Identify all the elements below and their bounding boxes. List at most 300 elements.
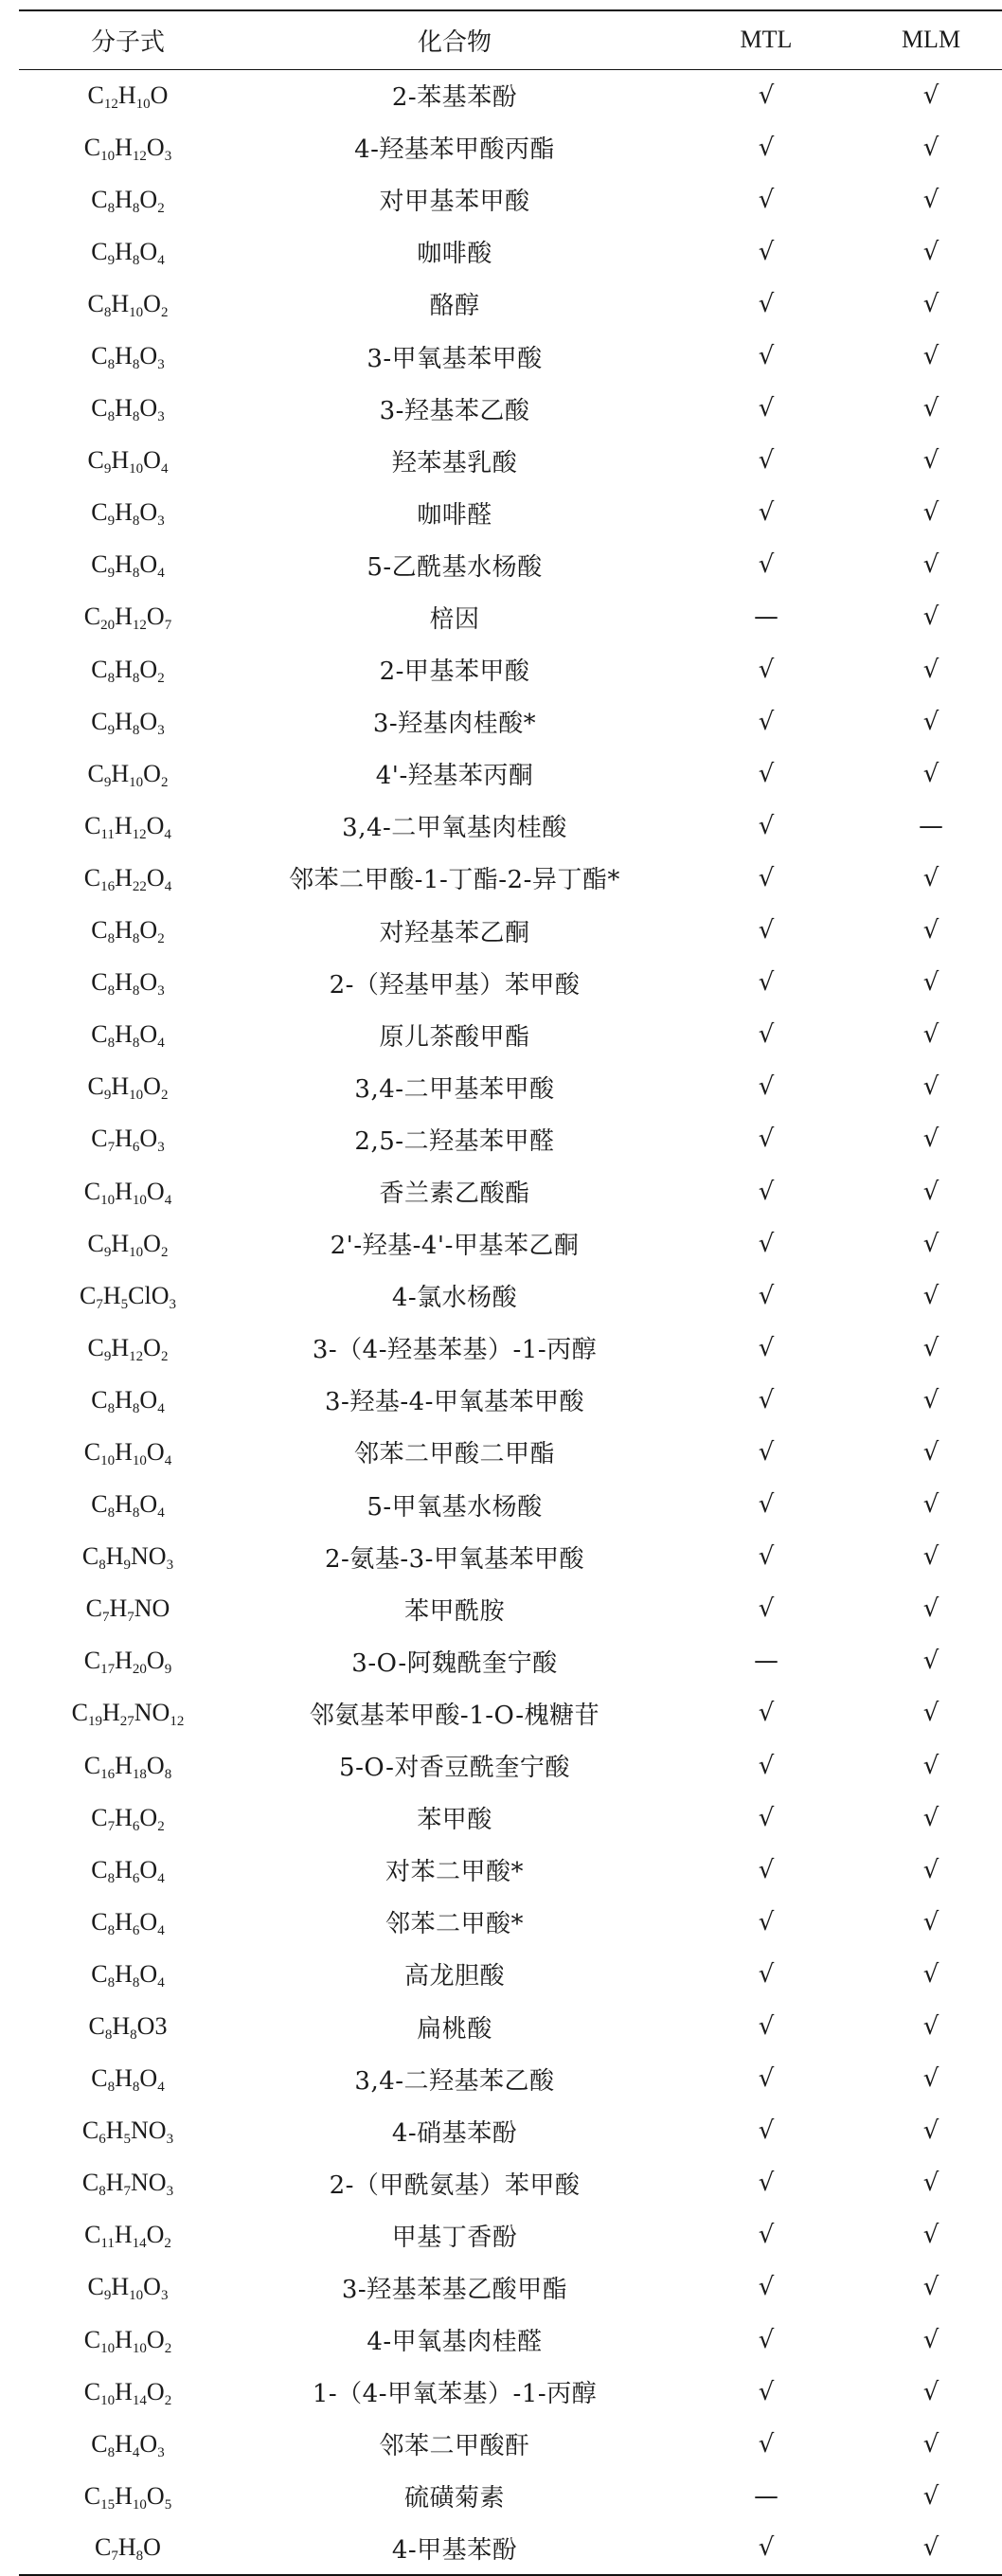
mlm-mark-cell: √ (922, 1333, 939, 1362)
formula-symbol: C (83, 2481, 101, 2510)
table-row (19, 1061, 1002, 1113)
formula-symbol: O (139, 394, 158, 423)
mlm-mark-cell: √ (922, 237, 939, 266)
formula-subscript: 9 (107, 513, 116, 530)
table-row (19, 643, 1002, 695)
formula-subscript: 4 (132, 2444, 140, 2460)
formula-symbol: H (115, 603, 133, 631)
formula-symbol: C (81, 2117, 99, 2145)
formula-subscript: 12 (170, 1714, 185, 1730)
formula-symbol: H (115, 1647, 133, 1675)
mtl-mark-cell: √ (758, 550, 775, 580)
mlm-mark-cell: √ (922, 2325, 939, 2354)
formula-symbol: H (111, 446, 130, 475)
mlm-mark-cell: √ (922, 498, 939, 528)
formula-symbol: H (102, 1281, 121, 1309)
formula-subscript: 20 (132, 1662, 147, 1678)
formula-subscript: 18 (132, 1766, 147, 1782)
compound-cell: 邻苯二甲酸-1-丁酯-2-异丁酯* (289, 866, 620, 895)
formula-subscript: 9 (107, 252, 116, 268)
formula-subscript: 4 (160, 461, 169, 477)
formula-symbol: H (115, 968, 133, 997)
mtl-mark-cell: √ (758, 2273, 775, 2302)
formula-symbol: NO (131, 2169, 167, 2197)
formula-subscript: 2 (164, 2392, 172, 2408)
formula-cell (19, 2157, 237, 2209)
formula-symbol: H (111, 289, 130, 317)
formula-subscript: 8 (132, 513, 140, 530)
mtl-mark-cell: √ (758, 2221, 775, 2250)
formula-cell (19, 1531, 237, 1583)
formula-symbol: C (91, 1385, 108, 1414)
formula-symbol: C (91, 498, 108, 527)
mlm-mark-cell: √ (922, 446, 939, 476)
mlm-mark-cell: √ (922, 2117, 939, 2146)
formula-subscript: 3 (157, 409, 165, 425)
mlm-mark-cell: √ (922, 1594, 939, 1624)
header-formula: 分子式 (19, 10, 237, 69)
formula-subscript: 8 (107, 1400, 116, 1416)
compound-cell: 4-甲氧基肉桂醛 (367, 2328, 543, 2357)
compound-cell: 4-硝基苯酚 (391, 2118, 518, 2148)
formula-subscript: 4 (157, 2080, 165, 2096)
formula-subscript: 8 (107, 2080, 116, 2096)
table-row (19, 695, 1002, 748)
formula-subscript: 20 (100, 618, 116, 634)
compound-cell: 3,4-二羟基苯乙酸 (354, 2066, 555, 2096)
formula-subscript: 8 (107, 670, 116, 686)
formula-symbol: C (91, 2429, 108, 2458)
compound-cell: 4'-羟基苯丙酮 (375, 762, 534, 791)
formula-cell (19, 2314, 237, 2366)
formula-subscript: 2 (160, 304, 169, 320)
formula-subscript: 7 (102, 1610, 110, 1626)
formula-subscript: 7 (107, 1818, 116, 1834)
compound-cell: 3-（4-羟基苯基）-1-丙醇 (312, 1336, 598, 1365)
formula-subscript: 2 (160, 774, 169, 790)
formula-subscript: 3 (164, 148, 172, 164)
mlm-mark-cell: √ (922, 1907, 939, 1937)
formula-symbol: C (71, 1699, 88, 1727)
compound-cell: 2-甲基苯甲酸 (379, 658, 530, 687)
mlm-mark-cell: √ (860, 2522, 1002, 2574)
formula-symbol: H (115, 916, 133, 945)
formula-symbol: O (143, 2533, 161, 2562)
formula-cell (19, 1009, 237, 1061)
mtl-mark-cell: — (754, 603, 778, 632)
formula-symbol: O (139, 2064, 158, 2093)
formula-subscript: 10 (100, 1192, 116, 1208)
formula-subscript: 3 (166, 1558, 174, 1574)
formula-symbol: H (115, 342, 133, 370)
formula-subscript: 3 (160, 2288, 169, 2304)
compound-cell: 3-O-阿魏酰奎宁酸 (351, 1648, 558, 1678)
formula-subscript: 8 (107, 1505, 116, 1522)
mlm-mark-cell: √ (922, 1229, 939, 1258)
table-body (19, 69, 1002, 2575)
mtl-mark-cell: √ (758, 968, 775, 998)
mtl-mark-cell: √ (758, 916, 775, 946)
formula-symbol: H (115, 1907, 133, 1936)
formula-symbol: O (139, 707, 158, 735)
mtl-mark-cell: √ (672, 2522, 860, 2574)
mlm-mark-cell: √ (922, 185, 939, 214)
formula-symbol: O (139, 1020, 158, 1049)
formula-subscript: 7 (96, 1296, 103, 1312)
compound-cell: 3-羟基苯基乙酸甲酯 (341, 2275, 568, 2304)
formula-subscript: 2 (160, 1348, 169, 1364)
formula-subscript: 10 (100, 2392, 116, 2408)
mtl-mark-cell: √ (758, 707, 775, 736)
mlm-mark-cell: √ (922, 1281, 939, 1310)
formula-cell (19, 852, 237, 904)
formula-cell (19, 643, 237, 695)
table-row (19, 2157, 1002, 2209)
table-row (19, 2366, 1002, 2418)
table-row (19, 2261, 1002, 2314)
formula-subscript: 4 (157, 1974, 165, 1991)
formula-subscript: 4 (164, 1192, 172, 1208)
formula-symbol: O (143, 1229, 161, 1257)
formula-subscript: 10 (100, 1452, 116, 1468)
formula-symbol: O (139, 1855, 158, 1883)
mlm-mark-cell: √ (922, 1490, 939, 1520)
formula-subscript: 9 (164, 1662, 172, 1678)
compound-cell: 扁桃酸 (417, 2014, 492, 2044)
mlm-mark-cell: √ (922, 2481, 939, 2511)
formula-subscript: 9 (103, 2288, 112, 2304)
table-row (19, 2105, 1002, 2157)
formula-subscript: 10 (132, 1192, 147, 1208)
mlm-mark-cell: √ (922, 603, 939, 632)
formula-symbol: C (87, 759, 104, 787)
compound-cell: 邻苯二甲酸二甲酯 (353, 1440, 555, 1469)
formula-subscript: 12 (132, 618, 147, 634)
formula-symbol: H (115, 550, 133, 579)
table-row (19, 173, 1002, 225)
mtl-mark-cell: √ (758, 1699, 775, 1728)
formula-subscript: 2 (157, 931, 165, 947)
formula-cell (19, 1165, 237, 1217)
compound-cell: 邻氨基苯甲酸-1-O-槐糖苷 (309, 1701, 600, 1730)
formula-subscript: 4 (157, 1036, 165, 1052)
formula-symbol: H (115, 1125, 133, 1153)
formula-symbol: O (139, 550, 158, 579)
formula-cell (19, 2053, 237, 2105)
formula-subscript: 4 (157, 1400, 165, 1416)
mlm-mark-cell: √ (922, 707, 939, 736)
formula-subscript: 22 (132, 878, 147, 894)
mlm-mark-cell: √ (922, 1020, 939, 1050)
formula-symbol: C (87, 81, 104, 109)
table-row (19, 1739, 1002, 1792)
compound-cell: 邻苯二甲酸* (385, 1910, 524, 1939)
table-row (19, 121, 1002, 173)
formula-subscript: 9 (103, 1244, 112, 1260)
formula-symbol: C (91, 1855, 108, 1883)
formula-symbol: C (84, 811, 101, 839)
formula-subscript: 4 (164, 878, 172, 894)
formula-cell (19, 173, 237, 225)
mlm-mark-cell: √ (922, 759, 939, 788)
formula-cell (19, 1583, 237, 1635)
table-row (19, 1583, 1002, 1635)
formula-cell (19, 2522, 237, 2574)
compound-cell: 2-苯基苯酚 (391, 83, 518, 113)
formula-cell (19, 121, 237, 173)
formula-subscript: 3 (169, 1296, 176, 1312)
formula-subscript: 7 (127, 1610, 134, 1626)
formula-symbol: O (139, 1959, 158, 1988)
formula-subscript: 2 (160, 1088, 169, 1104)
mtl-mark-cell: √ (758, 1803, 775, 1832)
mtl-mark-cell: √ (758, 2012, 775, 2042)
formula-symbol: H (112, 2012, 131, 2041)
formula-symbol: H (115, 1177, 133, 1205)
mtl-mark-cell: √ (758, 2429, 775, 2459)
formula-subscript: 8 (107, 1036, 116, 1052)
formula-symbol: H (105, 2117, 124, 2145)
table-row (19, 1165, 1002, 1217)
compound-cell: 5-O-对香豆酰奎宁酸 (339, 1754, 570, 1783)
formula-subscript: 8 (107, 357, 116, 373)
formula-subscript: 8 (98, 2184, 106, 2200)
formula-symbol: C (91, 185, 108, 213)
table-row (19, 2418, 1002, 2470)
compound-cell: 羟苯基乳酸 (391, 448, 518, 477)
compound-cell: 2-（甲酰氨基）苯甲酸 (329, 2171, 581, 2200)
formula-symbol: O (139, 498, 158, 527)
compound-cell: 3,4-二甲基苯甲酸 (354, 1074, 555, 1104)
table-row (19, 852, 1002, 904)
formula-symbol: NO (131, 1542, 167, 1571)
formula-subscript: 4 (164, 826, 171, 842)
mlm-mark-cell: √ (922, 863, 939, 892)
formula-subscript: 7 (107, 1140, 116, 1156)
formula-symbol: H (117, 2533, 136, 2562)
formula-subscript: 3 (157, 983, 165, 1000)
formula-cell (19, 1479, 237, 1531)
formula-subscript: 3 (166, 2132, 174, 2148)
table-row (19, 1896, 1002, 1948)
table-row (19, 1687, 1002, 1739)
compound-cell: 4-甲基苯酚 (237, 2522, 672, 2574)
mlm-mark-cell: √ (922, 289, 939, 318)
table-row (19, 69, 1002, 121)
table-row (19, 1844, 1002, 1896)
formula-symbol: O3 (136, 2012, 168, 2041)
formula-subscript: 10 (100, 148, 116, 164)
formula-subscript: 4 (164, 1452, 172, 1468)
formula-symbol: O (146, 133, 165, 161)
mtl-mark-cell: √ (758, 1281, 775, 1310)
formula-subscript: 3 (157, 2444, 165, 2460)
table-row (19, 383, 1002, 435)
mtl-mark-cell: √ (758, 2325, 775, 2354)
mlm-mark-cell: √ (922, 2221, 939, 2250)
formula-subscript: 14 (132, 2392, 147, 2408)
compound-cell: 香兰素乙酸酯 (379, 1180, 530, 1209)
formula-cell (19, 69, 237, 121)
formula-symbol: C (91, 1803, 108, 1831)
formula-symbol: C (87, 2273, 104, 2301)
formula-subscript: 9 (103, 1348, 112, 1364)
formula-cell (19, 435, 237, 487)
mlm-mark-cell: √ (922, 2377, 939, 2406)
formula-symbol: C (87, 1229, 104, 1257)
formula-symbol: H (115, 1020, 133, 1049)
compound-cell: 3,4-二甲氧基肉桂酸 (342, 814, 567, 843)
table-row (19, 748, 1002, 800)
formula-symbol: C (83, 1751, 101, 1779)
table-row (19, 1113, 1002, 1165)
formula-subscript: 8 (135, 2549, 144, 2565)
compound-cell: 2,5-二羟基苯甲醛 (354, 1126, 555, 1156)
table-row (19, 1531, 1002, 1583)
formula-symbol: H (115, 1751, 133, 1779)
table-row (19, 2000, 1002, 2052)
mlm-mark-cell: √ (922, 2273, 939, 2302)
formula-cell (19, 1217, 237, 1270)
formula-symbol: C (91, 1959, 108, 1988)
compound-cell: 硫磺菊素 (403, 2484, 505, 2513)
formula-subscript: 2 (157, 670, 165, 686)
formula-symbol: O (146, 603, 165, 631)
compound-cell: 咖啡酸 (417, 240, 492, 269)
formula-symbol: C (83, 1177, 101, 1205)
formula-subscript: 3 (157, 722, 165, 738)
formula-subscript: 27 (119, 1714, 134, 1730)
table-row (19, 800, 1002, 852)
formula-symbol: C (91, 968, 108, 997)
table-row (19, 1948, 1002, 2000)
formula-symbol: O (146, 811, 165, 839)
formula-symbol: H (117, 81, 136, 109)
formula-symbol: O (139, 968, 158, 997)
mlm-mark-cell: √ (922, 1855, 939, 1884)
formula-subscript: 6 (132, 1922, 140, 1938)
formula-subscript: 2 (157, 1818, 165, 1834)
mtl-mark-cell: √ (758, 1437, 775, 1467)
table-row (19, 1270, 1002, 1322)
formula-subscript: 8 (132, 1974, 140, 1991)
formula-symbol: H (109, 1594, 128, 1623)
formula-subscript: 8 (132, 983, 140, 1000)
table-header (19, 10, 1002, 69)
formula-subscript: 8 (132, 1400, 140, 1416)
formula-cell (19, 2366, 237, 2418)
mlm-mark-cell: √ (922, 550, 939, 580)
formula-symbol: C (88, 2012, 105, 2041)
formula-symbol: ClO (128, 1281, 170, 1309)
compound-cell: 2'-羟基-4'-甲基苯乙酮 (330, 1232, 580, 1261)
table-row (19, 1792, 1002, 1844)
formula-subscript: 10 (129, 2288, 144, 2304)
formula-cell (19, 278, 237, 330)
compound-table (19, 9, 1002, 2576)
formula-subscript: 8 (132, 252, 140, 268)
formula-subscript: 8 (107, 200, 116, 216)
formula-symbol: H (114, 811, 133, 839)
compound-cell: 5-甲氧基水杨酸 (367, 1492, 543, 1522)
formula-subscript: 11 (100, 2236, 115, 2252)
formula-subscript: 16 (100, 1766, 116, 1782)
table-row (19, 1479, 1002, 1531)
formula-symbol: C (80, 1281, 97, 1309)
formula-subscript: 2 (164, 2340, 172, 2356)
mlm-mark-cell: √ (922, 133, 939, 162)
formula-subscript: 8 (132, 200, 140, 216)
formula-subscript: 8 (132, 931, 140, 947)
formula-cell (19, 695, 237, 748)
formula-symbol: O (139, 237, 158, 265)
formula-cell (19, 2470, 237, 2522)
formula-subscript: 7 (111, 2549, 118, 2565)
mtl-mark-cell: √ (758, 1542, 775, 1572)
mtl-mark-cell: √ (758, 394, 775, 423)
formula-symbol: O (146, 1437, 165, 1466)
formula-subscript: 8 (132, 722, 140, 738)
formula-symbol: O (143, 289, 161, 317)
mlm-mark-cell: √ (922, 2169, 939, 2198)
formula-symbol: H (115, 2064, 133, 2093)
formula-symbol: C (83, 2325, 101, 2353)
formula-symbol: H (115, 1490, 133, 1519)
mlm-mark-cell: √ (922, 394, 939, 423)
mtl-mark-cell: √ (758, 1229, 775, 1258)
mtl-mark-cell: √ (758, 289, 775, 318)
compound-cell: 3-羟基肉桂酸* (372, 710, 537, 739)
compound-cell: 甲基丁香酚 (391, 2223, 518, 2252)
compound-cell: 3-羟基-4-甲氧基苯甲酸 (325, 1388, 584, 1417)
mlm-mark-cell: √ (922, 655, 939, 684)
mlm-mark-cell: — (919, 811, 943, 840)
formula-subscript: 8 (98, 1558, 106, 1574)
formula-cell (19, 1948, 237, 2000)
formula-cell (19, 905, 237, 957)
formula-symbol: O (146, 2221, 165, 2249)
formula-symbol: H (115, 498, 133, 527)
formula-cell (19, 1844, 237, 1896)
formula-symbol: C (87, 1072, 104, 1101)
formula-symbol: H (115, 863, 133, 892)
formula-subscript: 8 (132, 670, 140, 686)
formula-symbol: H (115, 707, 133, 735)
formula-symbol: C (84, 2221, 101, 2249)
mtl-mark-cell: √ (758, 2169, 775, 2198)
table-row (19, 957, 1002, 1009)
formula-symbol: H (115, 2325, 133, 2353)
mtl-mark-cell: √ (758, 811, 775, 840)
formula-symbol: O (143, 1333, 161, 1361)
formula-subscript: 8 (107, 983, 116, 1000)
table-row (19, 905, 1002, 957)
mlm-mark-cell: √ (922, 916, 939, 946)
formula-subscript: 3 (157, 513, 165, 530)
table-row (19, 435, 1002, 487)
formula-symbol: O (139, 1907, 158, 1936)
formula-subscript: 5 (164, 2496, 172, 2513)
formula-symbol: C (83, 603, 101, 631)
mlm-mark-cell: √ (922, 1959, 939, 1989)
formula-symbol: O (139, 1803, 158, 1831)
formula-symbol: C (87, 289, 104, 317)
mtl-mark-cell: √ (758, 1385, 775, 1414)
formula-cell (19, 957, 237, 1009)
mlm-mark-cell: √ (922, 1647, 939, 1676)
formula-subscript: 2 (157, 200, 165, 216)
mtl-mark-cell: √ (758, 237, 775, 266)
